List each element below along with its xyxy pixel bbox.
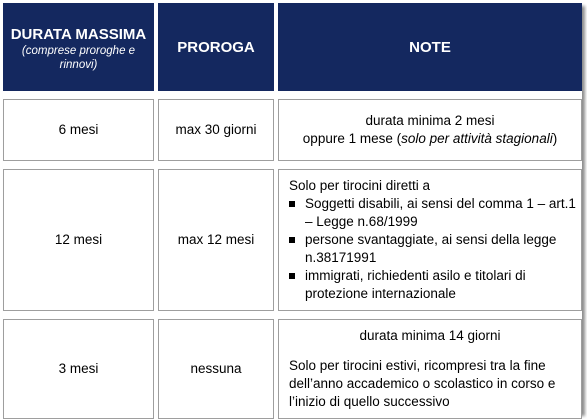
cell-note [278,169,582,311]
list-item: persone svantaggiate, ai sensi della legge n.38171991 [289,231,577,267]
cell-note [278,319,582,419]
square-bullet-icon [289,273,295,279]
note-bullet-list [279,195,581,303]
table-row [3,319,582,419]
cell-durata: 12 mesi [3,169,154,311]
table-frame [3,3,582,413]
note-line: durata minima 2 mesi [365,113,495,128]
header-row [3,3,582,91]
note-intro: Solo per tirocini diretti a [289,178,431,193]
cell-note [278,99,582,161]
cell-durata: 6 mesi [3,99,154,161]
square-bullet-icon [289,201,295,207]
list-item: immigrati, richiedenti asilo e titolari di protezione internazionale [289,267,577,303]
duration-table [3,3,582,419]
table-row [3,169,582,311]
note-line: Solo per tirocini estivi, ricompresi tra la fine dell’anno accademico o scolastico in corso e l’inizio di quello successivo [289,358,556,409]
note-line: durata minima 14 giorni [359,328,501,343]
header-durata-title: DURATA MASSIMA [10,25,147,43]
cell-proroga: max 12 mesi [158,169,274,311]
cell-proroga: max 30 giorni [158,99,274,161]
cell-proroga: nessuna [158,319,274,419]
header-durata [3,3,154,91]
table-row [3,99,582,161]
note-line: oppure 1 mese (solo per attività stagionali) [302,131,558,146]
cell-durata: 3 mesi [3,319,154,419]
header-durata-subtitle: (comprese proroghe e rinnovi) [21,44,136,71]
header-note: NOTE [278,3,582,91]
square-bullet-icon [289,237,295,243]
header-proroga: PROROGA [158,3,274,91]
list-item: Soggetti disabili, ai sensi del comma 1 – art.1 – Legge n.68/1999 [289,195,577,231]
